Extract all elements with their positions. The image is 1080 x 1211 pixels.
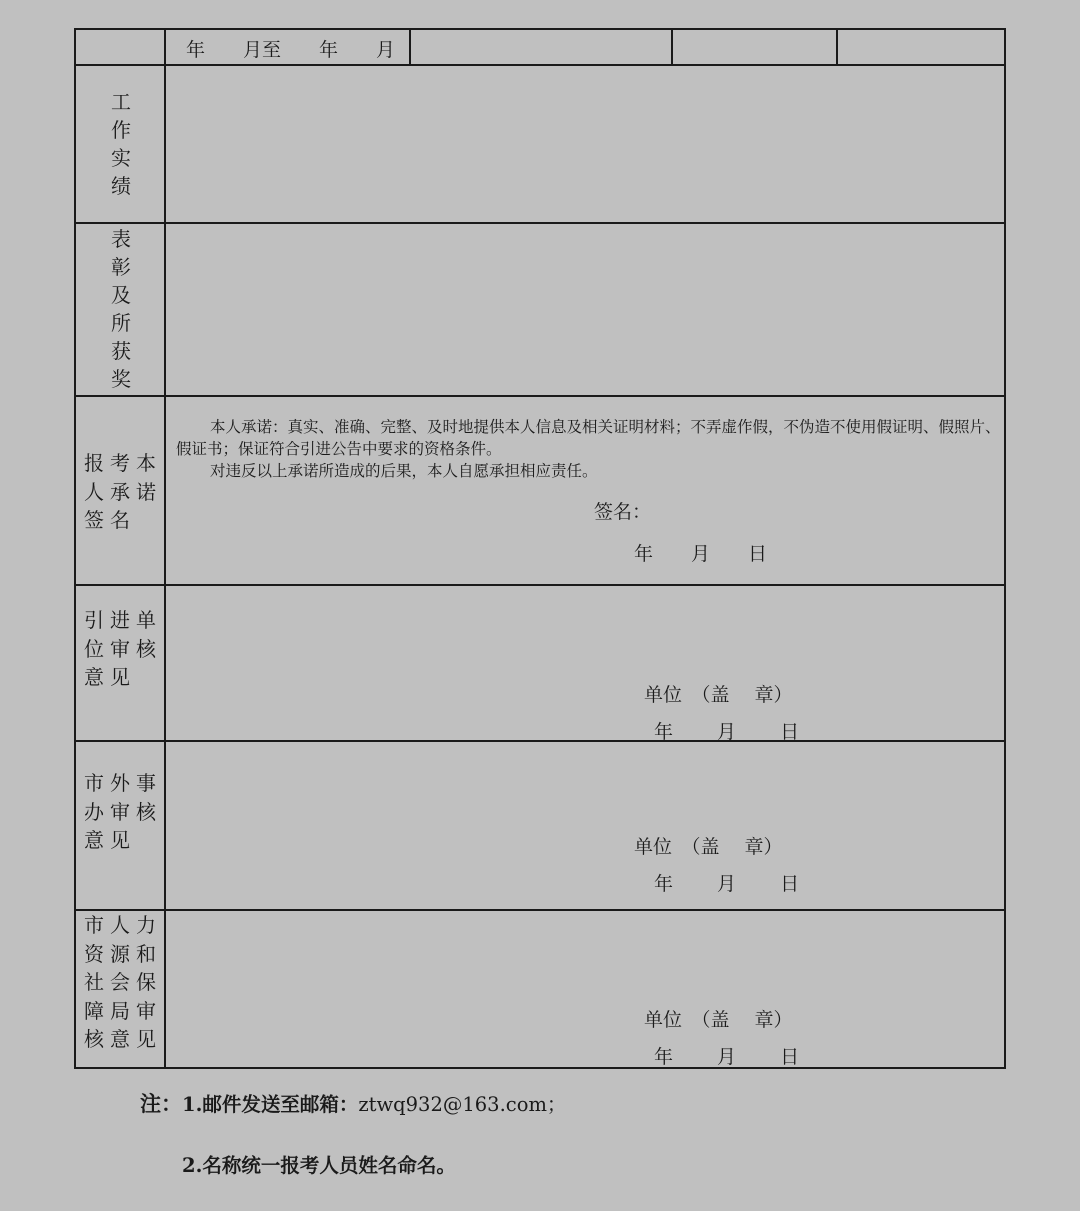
work-achievements-content[interactable] <box>166 66 1004 222</box>
pledge-paragraph-1: 本人承诺：真实、准确、完整、及时地提供本人信息及相关证明材料；不弄虚作假，不伪造不使用假证明、假照片、假证书；保证符合引进公告中要求的资格条件。 <box>176 418 1001 458</box>
header-cell-divider <box>409 30 411 65</box>
pledge-label: 报考本 人承诺 签名 <box>84 451 162 532</box>
row-divider <box>76 395 1004 397</box>
foreign-affairs-date: 年 月 日 <box>654 873 800 895</box>
foreign-affairs-review-label: 市外事 办审核 意见 <box>84 771 162 852</box>
pledge-paragraph-2: 对违反以上承诺所造成的后果，本人自愿承担相应责任。 <box>210 462 598 480</box>
note-1 <box>140 1088 566 1118</box>
awards-label: 表 彰 及 所 获 奖 <box>111 227 131 391</box>
hr-bureau-date: 年 月 日 <box>654 1046 800 1068</box>
header-cell-divider <box>836 30 838 65</box>
foreign-affairs-stamp: 单位 （盖 章） <box>634 836 783 858</box>
work-achievements-label: 工 作 实 绩 <box>111 90 131 198</box>
note-1-text: 1.邮件发送至邮箱： <box>182 1093 359 1116</box>
unit-review-label: 引进单 位审核 意见 <box>84 608 162 689</box>
hr-bureau-stamp: 单位 （盖 章） <box>644 1009 793 1031</box>
unit-review-date: 年 月 日 <box>654 721 800 743</box>
row-divider <box>76 740 1004 742</box>
email-address: ztwq932@163.com； <box>358 1093 567 1116</box>
note-prefix: 注： <box>140 1091 182 1116</box>
hr-bureau-review-label: 市人力 资源和 社会保 障局审 核意见 <box>84 913 162 1051</box>
note-2-text: 2.名称统一报考人员姓名命名。 <box>182 1154 456 1177</box>
application-form-table <box>74 28 1006 1069</box>
row-divider <box>76 584 1004 586</box>
note-2 <box>182 1150 456 1178</box>
pledge-date: 年 月 日 <box>634 543 768 565</box>
pledge-text <box>176 416 1002 482</box>
row-divider <box>76 909 1004 911</box>
signature-label: 签名： <box>594 501 652 523</box>
unit-review-stamp: 单位 （盖 章） <box>644 684 793 706</box>
awards-content[interactable] <box>166 224 1004 395</box>
period-cell: 年 月至 年 月 <box>186 39 396 61</box>
header-cell-divider <box>671 30 673 65</box>
